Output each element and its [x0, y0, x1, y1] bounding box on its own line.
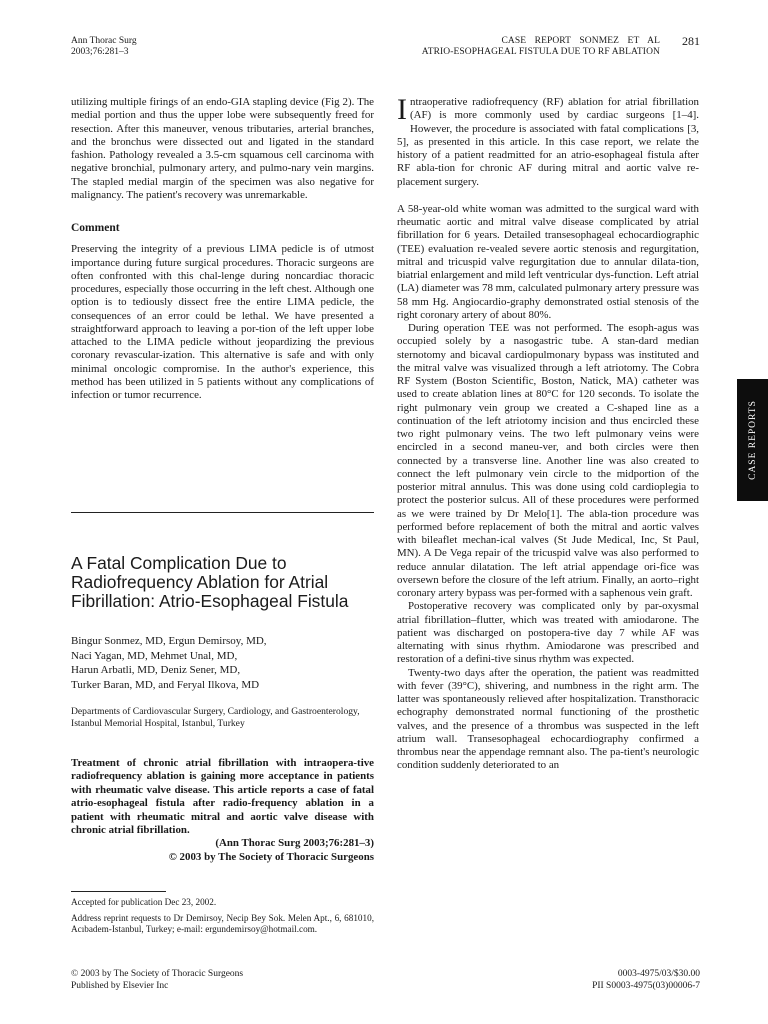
journal-name: Ann Thorac Surg: [71, 36, 137, 46]
right-column-case-report: [397, 93, 699, 773]
footer-pii: PII S0003-4975(03)00006-7: [592, 980, 700, 991]
footnote-divider: [71, 891, 166, 892]
case-reports-tab-label: CASE REPORTS: [747, 400, 758, 480]
left-column-previous-article: [71, 96, 374, 402]
author-line: Naci Yagan, MD, Mehmet Unal, MD,: [71, 649, 238, 662]
author-line: Turker Baran, MD, and Feryal Ilkova, MD: [71, 678, 260, 691]
comment-heading: Comment: [71, 222, 120, 234]
author-line: Harun Arbatli, MD, Deniz Sener, MD,: [71, 664, 241, 676]
abstract-text: Treatment of chronic atrial fibrillation with intraopera-tive radiofrequency ablation is gaining more acceptance in patients with rheumatic valve disease. This article reports a case of fatal atrio-esophageal fistula after radio-frequency ablation in a patient with rheumatic mitral and aortic valve disease with chronic atrial fibrillation.: [71, 757, 374, 837]
footer-copyright: © 2003 by The Society of Thoracic Surgeons: [71, 969, 244, 979]
article-title: A Fatal Complication Due to Radiofrequency Ablation for Atrial Fibrillation: Atrio-Esophageal Fistula: [71, 553, 349, 612]
footer-right: [400, 969, 700, 992]
footer-publisher: Published by Elsevier Inc: [71, 980, 169, 991]
intro-text: ntraoperative radiofrequency (RF) ablation for atrial fibrillation (AF) is more commonly used by cardiac surgeons [1–4]. However, the procedure is associated with fatal complications [3, 5], as presented in this article. In this case report, we relate the history of a patient readmitted for an atrio-esophageal fistula after RF abla-tion for chronic AF during mitral and aortic valve re-placement surgery.: [397, 96, 699, 188]
running-title: ATRIO-ESOPHAGEAL FISTULA DUE TO RF ABLATION: [421, 47, 660, 57]
affiliation: Departments of Cardiovascular Surgery, Cardiology, and Gastroenterology, Istanbul Memorial Hospital, Istanbul, Turkey: [71, 706, 360, 729]
case-paragraph-4: Twenty-two days after the operation, the patient was readmitted with fever (39°C), shivering, and numbness in the right arm. The latter was spontaneously relieved after hospitalization. Transthoracic echography demonstrated normal functioning of the prosthetic valves, and the presence of a thrombus was suspected in the left atrium wall. Transesophageal echocardiography confirmed a thrombus near the appendage remnant also. The pa-tient's neurologic condition suddenly deteriorated to an: [397, 666, 699, 772]
abstract-copyright: © 2003 by The Society of Thoracic Surgeons: [168, 850, 374, 863]
running-header-left: [71, 36, 271, 58]
author-list: [71, 634, 374, 692]
case-paragraph-1: A 58-year-old white woman was admitted to the surgical ward with rheumatic aortic and mitral valve disease complicated by atrial fibrillation for 6 years. Detailed transesophageal echocardiographic (TEE) evaluation re-vealed severe aortic stenosis and regurgitation, mitral and tricuspid valve regurgitation due to annular dilata-tion, biatrial enlargement and mild left ventricular dys-function. Left atrial (LA) diameter was 78 mm, calculated pulmonary artery pressure was 58 mm Hg. Angiocardio-graphy demonstrated ostial stenosis of the right coronary artery of about 80%.: [397, 202, 699, 321]
reprint-note: Address reprint requests to Dr Demirsoy, Necip Bey Sok. Melen Apt., 6, 681010, Acıbadem-Istanbul, Turkey; e-mail: ergundemirsoy@hotmail.com.: [71, 913, 374, 935]
running-header-right: [320, 36, 660, 58]
abstract-citation: (Ann Thorac Surg 2003;76:281–3): [215, 837, 374, 850]
comment-paragraph: Preserving the integrity of a previous LIMA pedicle is of utmost importance during future surgical procedures. Thoracic surgeons are often confronted with this chal-lenge during noncardiac thoracic procedures, especially those occurring in the left chest. Although one option is to tediously dissect free the entire LIMA pedicle, the consequences of an error could be lethal. We have presented a straightforward approach to leaving a por-tion of the left upper lobe attached to the LIMA pedicle without jeopardizing the previous coronary revascular-ization. This alternative is safe and with only minimal oncologic compromise. In the author's experience, this method has been utilized in 5 patients without any complications of infection or tumor recurrence.: [71, 243, 374, 401]
abstract: [71, 757, 374, 864]
intro-paragraph: [397, 93, 699, 189]
footer-price: 0003-4975/03/$30.00: [617, 969, 700, 979]
case-paragraph-2: During operation TEE was not performed. The esoph-agus was occupied solely by a nasogastric tube. A stan-dard median sternotomy and bicaval cardiopulmonary bypass was instituted and the mitral valve was visualized through a left atriotomy. The Cobra RF System (Boston Scientific, Boston, Natick, MA) catheter was used to create ablation lines at 80°C for 120 seconds. To isolate the right pulmonary vein group we created a C-shaped line as a continuation of the left atriotomy incision and thus encircled these two right pulmonary veins. The two left pulmonary veins were encircled in a second maneu-ver, and both circles were then connected by a transverse line. Another line was also created to connect the left pulmonary vein circle to the midportion of the posterior mitral annulus. This was done using cold cardioplegia to protect the posterior sulcus. All of these procedures were performed as we were trained by Dr Melo[1]. The abla-tion procedure was performed before replacement of both the mitral and aortic valves with bileaflet mechan-ical valves (St Jude Medical, Inc, St Paul, MN). A De Vega repair of the tricuspid valve was also performed to reduce annular dilatation. The left atrial appendage ori-fice was oversewn before the closure of the left atrium. Finally, an aorto–right coronary artery bypass was per-formed with a saphenous vein graft.: [397, 322, 699, 599]
section-label: CASE REPORT: [501, 36, 571, 46]
footer-left: [71, 969, 374, 992]
case-reports-tab: [737, 379, 768, 501]
continuation-paragraph: utilizing multiple firings of an endo-GIA stapling device (Fig 2). The medial portion and thus the upper lobe were subsequently freed for resection. After this maneuver, venous tributaries, arterial branches, and the bronchus were dissected out and ligated in the standard fashion. Pathology revealed a 3.5-cm squamous cell carcinoma with negative bronchial, pulmonary artery, and pulmo-nary vein margins. The stapled medial margin of the specimen was also negative for malignancy. The patient's recovery was unremarkable.: [71, 96, 374, 201]
page-number: 281: [682, 34, 700, 48]
accepted-note: Accepted for publication Dec 23, 2002.: [71, 897, 217, 907]
case-paragraph-3: Postoperative recovery was complicated only by par-oxysmal atrial fibrillation–flutter, which was treated with amiodarone. The patient was discharged on postopera-tive day 7 while AF was alternating with sinus rhythm. Amiodarone was prescribed and restoration of a defini-tive sinus rhythm was expected.: [397, 600, 699, 666]
drop-cap: I: [397, 93, 407, 126]
article-divider: [71, 512, 374, 513]
journal-volume: 2003;76:281–3: [71, 47, 129, 57]
author-line: Bingur Sonmez, MD, Ergun Demirsoy, MD,: [71, 635, 267, 647]
authors-short: SONMEZ ET AL: [579, 36, 660, 46]
